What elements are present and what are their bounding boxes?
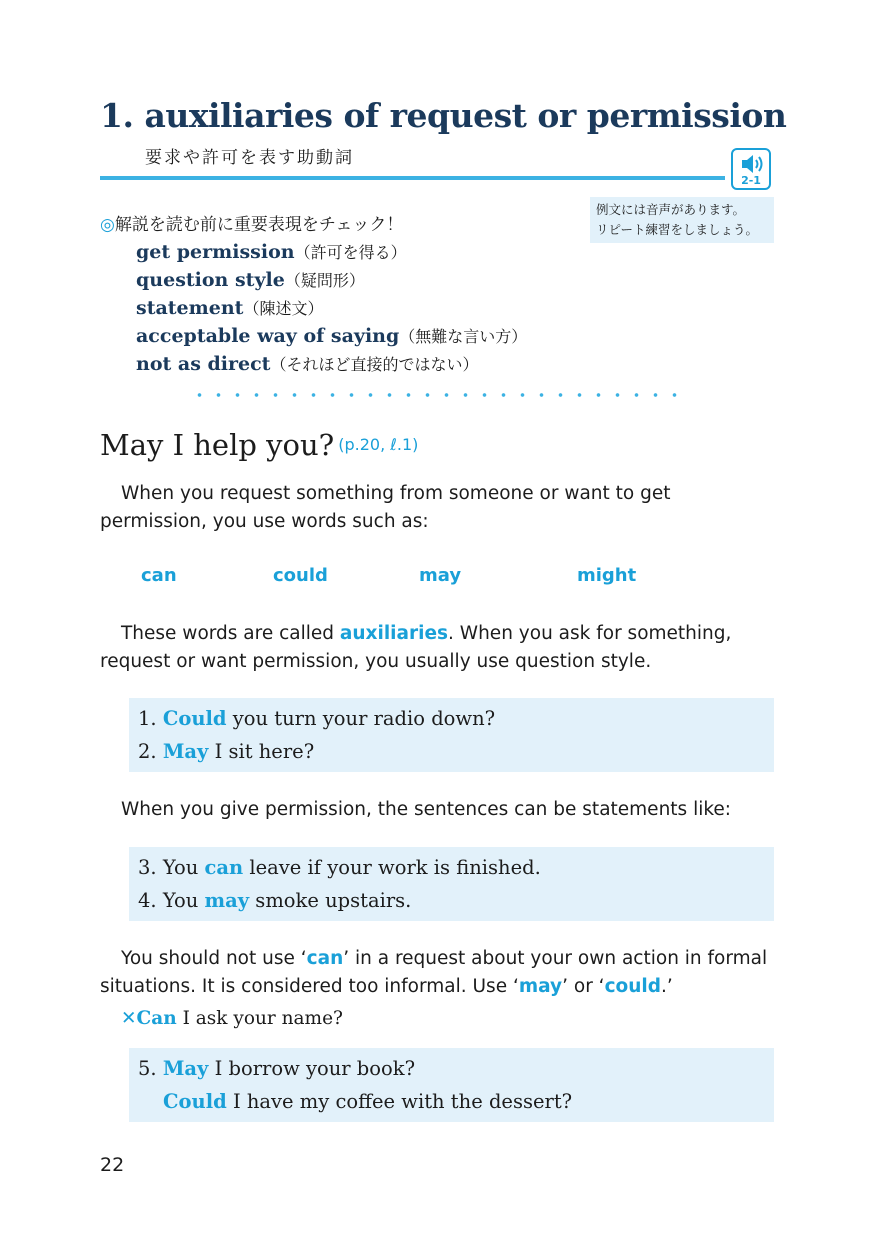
example-sentence [138,702,774,735]
section-heading-text: May I help you? [100,428,335,462]
page-subtitle: 要求や許可を表す助動詞 [145,148,354,168]
paragraph-auxiliaries [100,620,780,676]
paragraph-formal [100,945,780,1001]
example-keyword: May [162,740,209,763]
keyword-may: may [518,976,563,997]
example-keyword: Could [163,1090,227,1113]
example-box-statements [129,847,774,921]
paragraph-text: ’ in a request about your own action in formal situations. It is considered too informal. Use ‘ [100,948,768,997]
example-text: You [162,889,205,912]
example-text: You [162,856,205,879]
checklist-heading-text: 解説を読む前に重要表現をチェック！ [114,215,404,235]
list-item [136,350,527,378]
title-underline [100,176,725,180]
example-text: I borrow your book? [208,1057,416,1080]
expression-term: statement [136,297,244,319]
example-number: 1. [138,707,163,730]
aux-word-could: could [273,565,328,586]
paragraph-permission: When you give permission, the sentences can be statements like: [121,799,732,820]
audio-note-line: 例文には音声があります。 [596,202,746,217]
list-item [136,294,527,322]
example-box-requests [129,698,774,772]
example-sentence [138,1052,774,1085]
example-text: I have my coffee with the dessert? [226,1090,573,1113]
audio-track-badge[interactable] [731,148,771,190]
audio-note [590,197,774,243]
example-text: smoke upstairs. [249,889,412,912]
checklist-heading [100,210,403,235]
page-number: 22 [100,1154,125,1176]
example-box-formal [129,1048,774,1122]
expression-gloss: （許可を得る） [294,243,407,262]
audio-track-number: 2-1 [741,174,761,187]
section-heading [100,428,418,462]
example-number: 4. [138,889,163,912]
example-number: 5. [138,1057,163,1080]
expression-gloss: （それほど直接的ではない） [270,355,479,374]
keyword-auxiliaries: auxiliaries [339,623,449,644]
example-keyword: Can [136,1008,177,1029]
example-keyword: may [204,889,250,912]
list-item [136,238,527,266]
example-text: I sit here? [208,740,315,763]
expression-gloss: （疑問形） [284,271,365,290]
example-text: I ask your name? [176,1008,343,1029]
aux-word-may: may [419,565,462,586]
dotted-divider [190,392,685,398]
example-number: 2. [138,740,163,763]
expression-term: not as direct [136,353,271,375]
incorrect-example [121,1008,343,1029]
keyword-could: could [604,976,661,997]
example-text: you turn your radio down? [226,707,496,730]
example-sentence [138,884,774,917]
audio-note-line: リピート練習をしましょう。 [596,222,759,237]
expression-term: get permission [136,241,295,263]
cross-icon: ✕ [121,1008,137,1029]
expression-term: question style [136,269,285,291]
key-expressions-list [136,238,527,378]
example-keyword: can [204,856,244,879]
expression-term: acceptable way of saying [136,325,400,347]
paragraph-text: These words are called [121,623,340,644]
example-text: leave if your work is finished. [243,856,541,879]
list-item [136,322,527,350]
page-title: 1. auxiliaries of request or permission [100,96,787,135]
example-sentence [138,851,774,884]
paragraph-intro: When you request something from someone or want to get permission, you use words such as: [100,483,671,532]
example-number: 3. [138,856,163,879]
speaker-icon [740,153,766,175]
list-item [136,266,527,294]
paragraph-text: ’ or ‘ [562,976,605,997]
example-keyword: Could [162,707,227,730]
double-circle-icon: ◎ [100,215,115,235]
paragraph-text: .’ [661,976,673,997]
keyword-can: can [306,948,344,969]
aux-word-can: can [141,565,177,586]
paragraph-text: You should not use ‘ [121,948,307,969]
expression-gloss: （陳述文） [243,299,324,318]
page-reference: (p.20, ℓ.1) [338,435,419,454]
example-sentence [138,1085,774,1118]
expression-gloss: （無難な言い方） [399,327,528,346]
paragraph-text: . When you ask for something, request or want permission, you usually use question style. [100,623,732,672]
example-keyword: May [162,1057,209,1080]
example-sentence [138,735,774,768]
aux-word-might: might [577,565,637,586]
